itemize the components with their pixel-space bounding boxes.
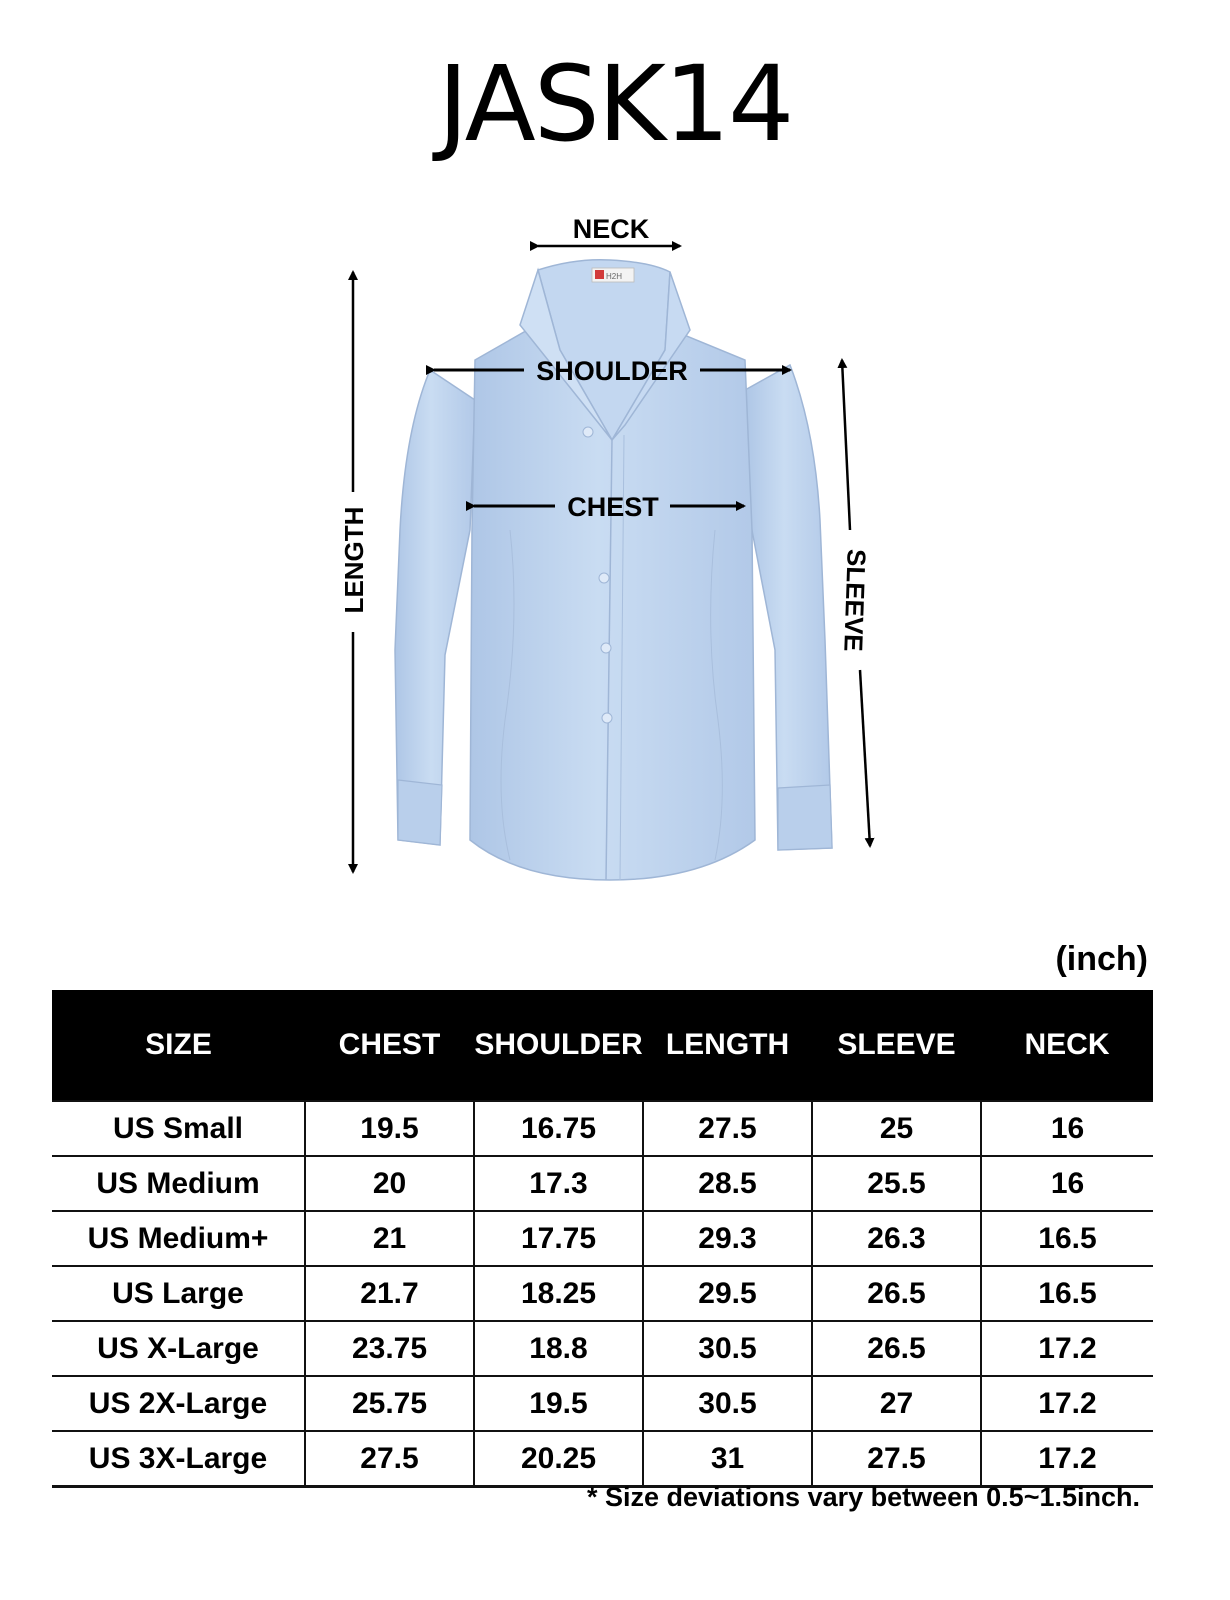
length-label: LENGTH xyxy=(339,506,369,614)
page-title: JASK14 xyxy=(437,43,793,165)
length-cell: 29.5 xyxy=(643,1266,812,1321)
column-header-sleeve: SLEEVE xyxy=(812,990,981,1101)
table-row xyxy=(52,1321,1153,1376)
neck-label: NECK xyxy=(572,214,650,244)
chest-cell: 21 xyxy=(305,1211,474,1266)
size-cell: US Large xyxy=(52,1266,305,1321)
size-cell: US Medium xyxy=(52,1156,305,1211)
column-header-neck: NECK xyxy=(981,990,1153,1101)
neck-cell: 16 xyxy=(981,1101,1153,1156)
length-cell: 30.5 xyxy=(643,1376,812,1431)
unit-label: (inch) xyxy=(1055,940,1148,978)
neck-cell: 16.5 xyxy=(981,1266,1153,1321)
neck-cell: 16 xyxy=(981,1156,1153,1211)
size-cell: US X-Large xyxy=(52,1321,305,1376)
sleeve-cell: 27.5 xyxy=(812,1431,981,1487)
column-header-size: SIZE xyxy=(52,990,305,1101)
sleeve-cell: 25 xyxy=(812,1101,981,1156)
shoulder-cell: 19.5 xyxy=(474,1376,643,1431)
column-header-chest: CHEST xyxy=(305,990,474,1101)
neck-cell: 17.2 xyxy=(981,1376,1153,1431)
table-row xyxy=(52,1376,1153,1431)
size-cell: US 2X-Large xyxy=(52,1376,305,1431)
shirt-image xyxy=(395,260,832,880)
neck-cell: 17.2 xyxy=(981,1431,1153,1487)
length-cell: 30.5 xyxy=(643,1321,812,1376)
sleeve-cell: 25.5 xyxy=(812,1156,981,1211)
column-header-shoulder: SHOULDER xyxy=(474,990,643,1101)
size-chart-table xyxy=(52,990,1153,1488)
chest-cell: 19.5 xyxy=(305,1101,474,1156)
table-row xyxy=(52,1211,1153,1266)
length-cell: 29.3 xyxy=(643,1211,812,1266)
table-row xyxy=(52,1266,1153,1321)
sleeve-arrow-bottom xyxy=(860,670,870,846)
chest-cell: 25.75 xyxy=(305,1376,474,1431)
size-cell: US Small xyxy=(52,1101,305,1156)
sleeve-cell: 26.5 xyxy=(812,1321,981,1376)
chest-cell: 21.7 xyxy=(305,1266,474,1321)
sleeve-cell: 27 xyxy=(812,1376,981,1431)
sleeve-label: SLEEVE xyxy=(838,548,872,653)
size-cell: US 3X-Large xyxy=(52,1431,305,1487)
shoulder-cell: 18.8 xyxy=(474,1321,643,1376)
length-cell: 28.5 xyxy=(643,1156,812,1211)
neck-cell: 17.2 xyxy=(981,1321,1153,1376)
sleeve-arrow-top xyxy=(842,360,850,530)
column-header-length: LENGTH xyxy=(643,990,812,1101)
sleeve-cell: 26.3 xyxy=(812,1211,981,1266)
size-cell: US Medium+ xyxy=(52,1211,305,1266)
shoulder-cell: 20.25 xyxy=(474,1431,643,1487)
shoulder-cell: 18.25 xyxy=(474,1266,643,1321)
sleeve-cell: 26.5 xyxy=(812,1266,981,1321)
length-cell: 27.5 xyxy=(643,1101,812,1156)
chest-cell: 20 xyxy=(305,1156,474,1211)
shoulder-cell: 16.75 xyxy=(474,1101,643,1156)
shirt-measurement-diagram xyxy=(0,200,1230,900)
shirt-tag-text: H2H xyxy=(606,272,623,281)
table-row xyxy=(52,1101,1153,1156)
length-cell: 31 xyxy=(643,1431,812,1487)
footnote: * Size deviations vary between 0.5~1.5inch. xyxy=(587,1482,1140,1512)
table-row xyxy=(52,1156,1153,1211)
chest-cell: 27.5 xyxy=(305,1431,474,1487)
chest-cell: 23.75 xyxy=(305,1321,474,1376)
shoulder-cell: 17.75 xyxy=(474,1211,643,1266)
neck-cell: 16.5 xyxy=(981,1211,1153,1266)
chest-label: CHEST xyxy=(567,492,659,522)
table-row xyxy=(52,1431,1153,1487)
shoulder-cell: 17.3 xyxy=(474,1156,643,1211)
table-header-row xyxy=(52,990,1153,1101)
shoulder-label: SHOULDER xyxy=(536,356,688,386)
